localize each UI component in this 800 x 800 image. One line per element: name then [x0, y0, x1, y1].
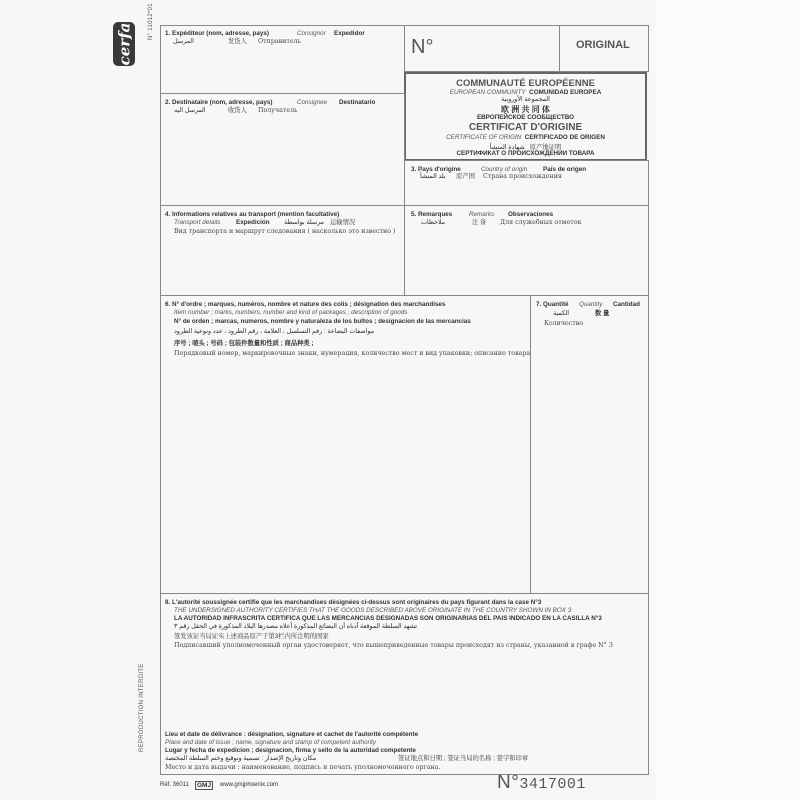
box7-label-es: Cantidad — [613, 301, 640, 308]
box4-label-zh: 运输情况 — [330, 219, 356, 226]
place-label-fr: Lieu et date de délivrance : désignation, signature et cachet de l'autorité compétente — [165, 731, 419, 738]
original-label: ORIGINAL — [576, 39, 630, 51]
box4-label-es: Expedición — [236, 219, 270, 226]
place-label-zh: 签证地点和日期 ; 签证当局的名称 ; 签字和印章 — [398, 755, 529, 762]
certificate-es: CERTIFICADO DE ORIGEN — [524, 134, 605, 141]
certificate-ar: شهادة المنشأ — [489, 144, 525, 151]
box2-label-es: Destinatario — [339, 99, 376, 106]
box1-label-ru: Отправитель — [258, 38, 302, 45]
box8-label-ru: Подписавший уполномоченный орган удостоверяет, что вышеприведенные товары происходят из страны, указанной в графе N° 3 — [174, 642, 613, 649]
place-label-es: Lugar y fecha de expedicion ; designacion, firma y sello de la autoridad competente — [165, 747, 416, 754]
certificate-number-label: N° — [411, 36, 434, 58]
footer-url: www.gmjphoenix.com — [220, 782, 279, 788]
box4-label-ar: مرسلة بواسطة — [284, 219, 324, 226]
footer-ref: Réf. 36011 — [160, 782, 189, 788]
box5-label-fr: 5. Remarques — [411, 211, 453, 218]
serial-number — [497, 772, 586, 794]
certificate-ru: СЕРТИФИКАТ О ПРОИСХОЖДЕНИИ ТОВАРА — [456, 150, 595, 157]
community-zh: 欧 洲 共 同 体 — [501, 105, 550, 114]
box2-label-en: Consignee — [297, 99, 328, 106]
box6-label-ru: Порядковый номер, маркировочные знаки, нумерация, количество мест и вид упаковки; описание товара — [174, 350, 531, 357]
paper-margin — [655, 0, 800, 800]
box5-label-ru: Для служебных отметок — [500, 219, 582, 226]
place-label-en: Place and date of issue ; name, signature and stamp of competent authority — [165, 739, 377, 746]
box1-label-en: Consignor — [297, 30, 326, 37]
community-es: COMUNIDAD EUROPEA — [529, 89, 602, 96]
corner-mark: ‘ — [186, 72, 188, 78]
reproduction-notice: REPRODUCTION INTERDITE — [139, 663, 145, 752]
box4-label-en: Transport details — [174, 219, 221, 226]
certificate-fr: CERTIFICAT D'ORIGINE — [468, 122, 583, 133]
box5-label-zh: 注 备 — [472, 219, 487, 226]
box5-label-es: Observaciones — [508, 211, 554, 218]
box2-label-ru: Получатель — [258, 107, 298, 114]
box8-label-ar: تشهد السلطة الموقعة أدناه أن البضائع المذكورة أعلاه مصدرها البلاد المذكورة في الحقل رقم ٣ — [174, 623, 418, 630]
serial-value: 3417001 — [519, 776, 586, 793]
footer-brand-logo: GMJ — [197, 782, 212, 789]
certificate-title-box — [404, 72, 647, 161]
box7-label-ru: Количество — [544, 320, 584, 327]
community-en: EUROPEAN COMMUNITY — [449, 89, 526, 96]
box7-label-ar: الكمية — [553, 310, 570, 317]
community-fr: COMMUNAUTÉ EUROPÉENNE — [456, 78, 595, 89]
community-ar: المجموعة الأوروبية — [501, 96, 550, 103]
box8-label-fr: 8. L'autorité soussignée certifie que les marchandises désignées ci-dessus sont originaires du pays figurant dans la case N°3 — [165, 599, 542, 606]
box6-label-en: Item number ; marks, numbers, number and kind of packages ; description of goods — [174, 309, 408, 316]
box7-label-fr: 7. Quantité — [536, 301, 569, 308]
box8-label-es: LA AUTORIDAD INFRASCRITA CERTIFICA QUE LAS MERCANCIAS DESIGNADAS SON ORIGINARIAS DEL PAIS INDICADO EN LA CASILLA N°3 — [174, 615, 602, 622]
box8-label-en: THE UNDERSIGNED AUTHORITY CERTIFIES THAT THE GOODS DESCRIBED ABOVE ORIGINATE IN THE COUNTRY SHOWN IN BOX 3 — [174, 607, 572, 614]
box2-label-ar: المرسل اليه — [174, 107, 206, 114]
box4-label-ru: Вид транспорта и маршрут следования ( насколько это известно ) — [174, 228, 396, 235]
box5-label-ar: ملاحظات — [421, 219, 446, 226]
serial-prefix: N° — [497, 772, 520, 793]
box1-label-ar: المرسل — [173, 38, 194, 45]
header-divider — [559, 25, 560, 72]
box1-label-zh: 发货人 — [228, 38, 247, 45]
community-ru: ЕВРОПЕЙСКОЕ СООБЩЕСТВО — [476, 114, 575, 121]
box3-label-en: Country of origin — [481, 166, 528, 173]
box1-label-es: Expedidor — [334, 30, 365, 37]
place-label-ar: مكان وتاريخ الإصدار : تسمية وتوقيع وختم السلطة المختصة — [165, 755, 317, 762]
box3-label-fr: 3. Pays d'origine — [411, 166, 461, 173]
box6-label-ar: مواصفات البضاعة : رقم التسلسل ، العلامة ، رقم الطرود ، عدد ونوعية الطرود — [174, 328, 375, 335]
box6-label-zh: 序号 ; 唛头 ; 号码 ; 包装件数量和性质 ; 商品种类 ; — [174, 340, 314, 347]
box8-label-zh: 签发该证当局证实上述商品原产于第3栏内所注明的国家 — [174, 633, 329, 640]
box6-label-es: N° de orden ; marcas, numeros, nombre y naturaleza de los bultos ; designacion de las mercancias — [174, 318, 471, 325]
box5-label-en: Remarks — [469, 211, 495, 218]
form-reference: N° 11012*01 — [148, 3, 154, 40]
certificate-en: CERTIFICATE OF ORIGIN — [446, 134, 522, 141]
box3-label-ru: Страна происхождения — [483, 173, 562, 180]
place-label-ru: Место и дата выдачи : наименование, подпись и печать уполномоченного органа. — [165, 764, 441, 771]
box1-label-fr: 1. Expéditeur (nom, adresse, pays) — [165, 30, 269, 37]
box3-label-es: País de origen — [543, 166, 587, 173]
box6-label-fr: 6. N° d'ordre ; marques, numéros, nombre et nature des colis ; désignation des marchandises — [165, 301, 446, 308]
box4-label-fr: 4. Informations relatives au transport (mention facultative) — [165, 211, 340, 218]
cerfa-logo — [113, 22, 135, 66]
box-quantity[interactable] — [530, 295, 649, 594]
box2-label-zh: 收货人 — [228, 107, 247, 114]
box7-label-en: Quantity — [579, 301, 603, 308]
logo-text: cerfa — [115, 22, 134, 66]
box2-label-fr: 2. Destinataire (nom, adresse, pays) — [165, 99, 273, 106]
box7-label-zh: 数 量 — [595, 310, 610, 317]
certificate-zh: 原产地证明 — [529, 144, 562, 151]
box3-label-ar: بلد المنشأ — [420, 173, 446, 180]
box3-label-zh: 原产国 — [456, 173, 475, 180]
